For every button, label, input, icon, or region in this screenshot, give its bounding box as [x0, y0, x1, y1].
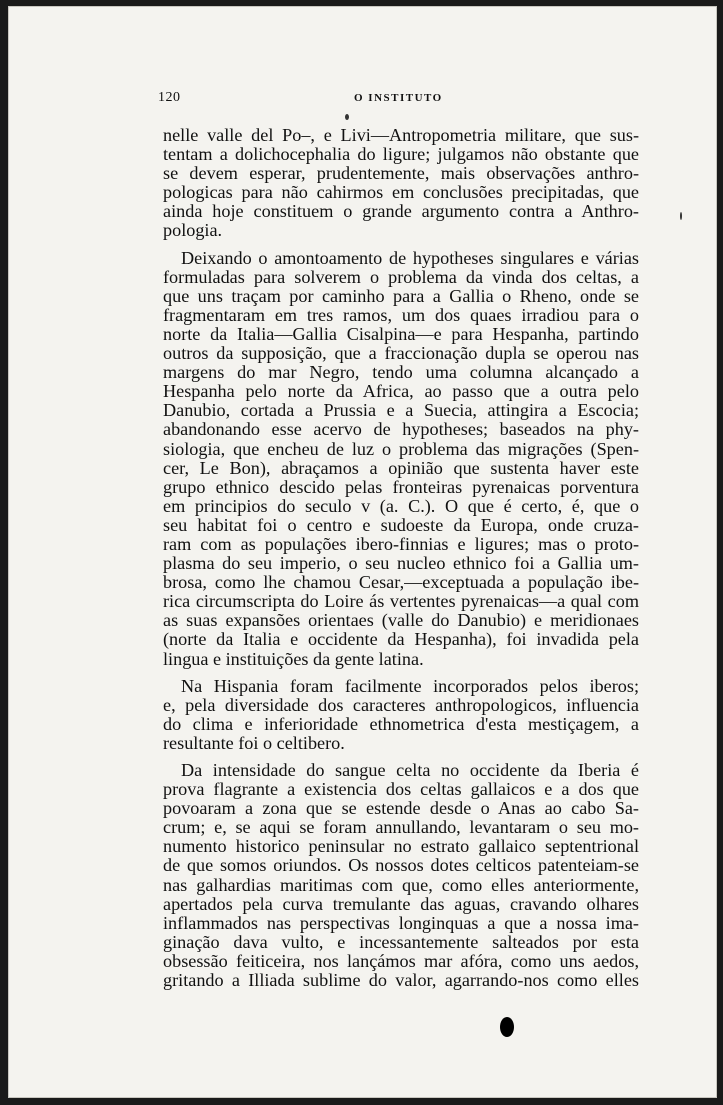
text-line: e, pela diversidade dos caracteres anthropologicos, influencia [163, 694, 639, 715]
text-line: abandonando esse acervo de hypotheses; baseados na phy- [163, 419, 639, 440]
text-line: seu habitat foi o centro e sudoeste da Europa, onde cruza- [163, 514, 639, 535]
text-line: plasma do seu imperio, o seu nucleo ethnico foi a Gallia um- [163, 553, 639, 574]
text-line: rica circumscripta do Loire ás vertentes pyrenaicas—a qual com [163, 591, 639, 612]
text-line: povoaram a zona que se estende desde o Anas ao cabo Sa- [163, 798, 639, 819]
text-line: nas galhardias maritimas com que, como elles anteriormente, [163, 874, 639, 895]
text-line: Da intensidade do sangue celta no occidente da Iberia é [181, 760, 639, 780]
text-line: margens do mar Negro, tendo uma columna alcançado a [163, 362, 639, 383]
text-line: (norte da Italia e occidente da Hespanha), foi invadida pela [163, 629, 639, 650]
text-line: que uns traçam por caminho para a Gallia o Rheno, onde se [163, 285, 639, 306]
text-line: obsessão feiticeira, nos lançámos mar afóra, como uns aedos, [163, 950, 639, 971]
text-line: crum; e, se aqui se foram annullando, levantaram o seu mo- [163, 817, 639, 838]
text-line: as suas expansões orientaes (valle do Danubio) e meridionaes [163, 610, 639, 631]
text-line: fragmentaram em tres ramos, um dos quaes irradiou para o [163, 304, 639, 325]
text-line: grupo ethnico descido pelas fronteiras pyrenaicas porventura [163, 476, 639, 497]
running-title: O INSTITUTO [354, 92, 443, 104]
text-line: Na Hispania foram facilmente incorporados pelos iberos; [181, 675, 639, 696]
ink-speck [345, 114, 349, 120]
text-line: apertados pela curva tremulante das aguas, cravando olhares [163, 893, 639, 914]
ink-blot [500, 1017, 514, 1037]
book-page [8, 6, 717, 1098]
body-text [163, 126, 639, 990]
text-line: outros da supposição, que a fraccionação dupla se operou nas [163, 343, 639, 364]
text-line: nelle valle del Po–, e Livi—Antropometria militare, que sus- [163, 125, 639, 145]
text-line: Danubio, cortada a Prussia e a Suecia, attingira a Escocia; [163, 400, 639, 421]
text-line: de que somos oriundos. Os nossos dotes celticos patenteiam-se [163, 855, 639, 876]
text-line: cer, Le Bon), abraçamos a opinião que sustenta haver este [163, 457, 639, 478]
text-line: gritando a Illiada sublime do valor, agarrando-nos como elles [163, 970, 639, 991]
text-line: prova flagrante a existencia dos celtas gallaicos e a dos que [163, 779, 639, 800]
text-line: ainda hoje constituem o grande argumento contra a Anthro- [163, 201, 639, 222]
page-number: 120 [158, 90, 181, 105]
text-line: resultante foi o celtibero. [163, 732, 345, 753]
text-line: numento historico peninsular no estrato gallaico septentrional [163, 836, 639, 857]
text-line: do clima e inferioridade ethnometrica d'esta mestiçagem, a [163, 713, 639, 734]
text-line: Deixando o amontoamento de hypotheses singulares e várias [181, 247, 639, 268]
text-line: inflammados nas perspectivas longinquas a que a nossa ima- [163, 912, 639, 933]
ink-speck [680, 212, 682, 220]
text-line: ram com as populações ibero-finnias e ligures; mas o proto- [163, 533, 639, 554]
text-line: tentam a dolichocephalia do ligure; julgamos não obstante que [163, 144, 639, 165]
text-line: ginação dava vulto, e incessantemente salteados por esta [163, 931, 639, 952]
text-line: lingua e instituições da gente latina. [163, 648, 424, 669]
text-line: se devem esperar, prudentemente, mais observações anthro- [163, 163, 639, 184]
text-line: pologia. [163, 220, 223, 241]
text-line: pologicas para não cahirmos em conclusões precipitadas, que [163, 182, 639, 203]
text-line: em principios do seculo v (a. C.). O que é certo, é, que o [163, 495, 639, 516]
text-line: Hespanha pelo norte da Africa, ao passo que a outra pelo [163, 381, 639, 402]
text-line: brosa, como lhe chamou Cesar,—exceptuada a população ibe- [163, 572, 639, 593]
page-header [158, 90, 638, 110]
text-line: formuladas para solverem o problema da vinda dos celtas, a [163, 266, 639, 287]
text-line: siologia, que encheu de luz o problema das migrações (Spen- [163, 438, 639, 459]
text-line: norte da Italia—Gallia Cisalpina—e para Hespanha, partindo [163, 323, 639, 344]
